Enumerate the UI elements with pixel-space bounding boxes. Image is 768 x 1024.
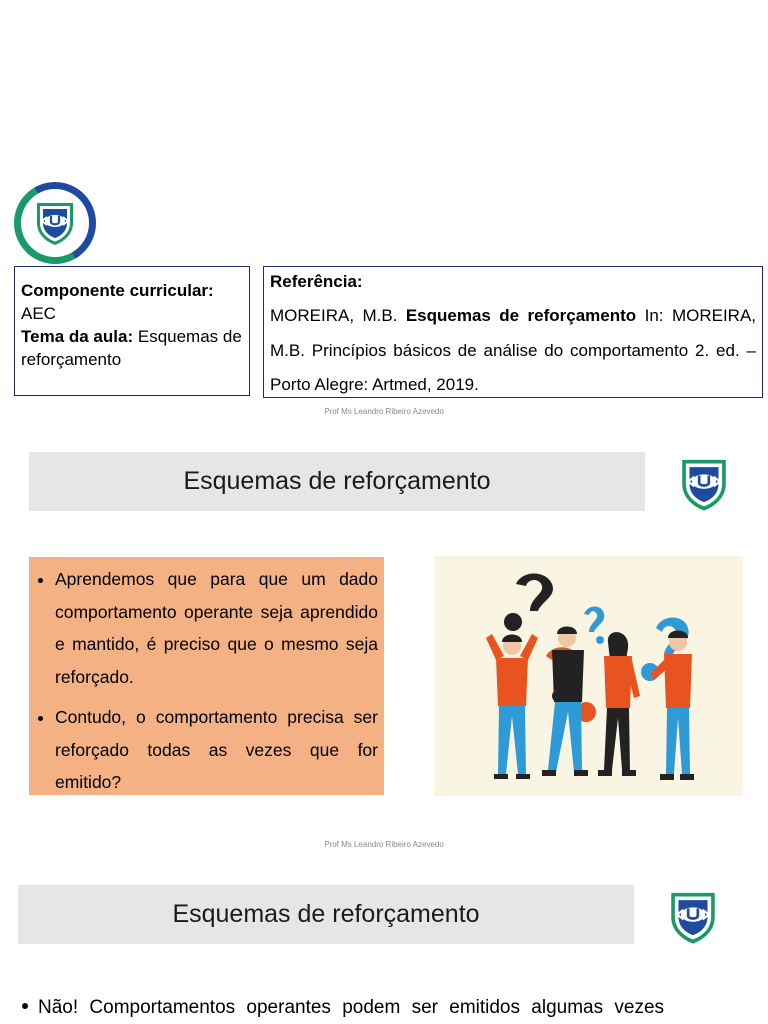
slide2-footer: Prof Ms Leandro Ribeiro Azevedo	[324, 840, 444, 849]
person-3	[598, 632, 640, 776]
shield-eye-logo-icon	[666, 888, 720, 946]
tema-label: Tema da aula:	[21, 327, 134, 346]
slide2-title: Esquemas de reforçamento	[29, 452, 645, 511]
shield-eye-logo-icon	[33, 199, 77, 247]
bullet-dot-icon	[22, 1003, 28, 1009]
slide3-bullet-text: Não! Comportamentos operantes podem ser emitidos algumas vezes	[38, 997, 665, 1018]
reference-author: MOREIRA, M.B.	[270, 306, 398, 325]
slide3-bullet-1	[22, 993, 722, 1023]
tema-value: Esquemas de reforçamento	[21, 327, 242, 369]
shield-eye-logo-icon	[677, 455, 731, 513]
slide1-footer: Prof Ms Leandro Ribeiro Azevedo	[324, 407, 444, 416]
componente-label: Componente curricular:	[21, 281, 214, 300]
reference-title: Referência:	[270, 272, 363, 291]
question-mark-icon	[516, 574, 553, 612]
institution-logo	[14, 182, 96, 264]
people-question-marks-illustration	[434, 556, 743, 796]
reference-in: In:	[644, 306, 664, 325]
componente-value: AEC	[21, 304, 56, 323]
slide2-bullet-2: • Contudo, o comportamento precisa ser reforçado todas as vezes que for emitido?	[55, 701, 378, 799]
question-mark-icon	[584, 607, 604, 633]
slide2-content-box	[29, 557, 384, 795]
question-mark-dot	[504, 613, 522, 631]
reference-box	[263, 266, 763, 398]
slide3-title: Esquemas de reforçamento	[18, 885, 634, 944]
reference-source: MOREIRA, M.B. Princípios básicos de análise do comportamento 2. ed. – Porto Alegre: Artmed, 2019.	[270, 306, 756, 394]
course-info-box	[14, 266, 250, 396]
reference-work-title: Esquemas de reforçamento	[405, 306, 637, 325]
reference-text	[270, 299, 756, 403]
person-1	[486, 634, 538, 779]
slide2-bullet-1: • Aprendemos que para que um dado comportamento operante seja aprendido e mantido, é preciso que o mesmo seja reforçado.	[55, 563, 378, 693]
